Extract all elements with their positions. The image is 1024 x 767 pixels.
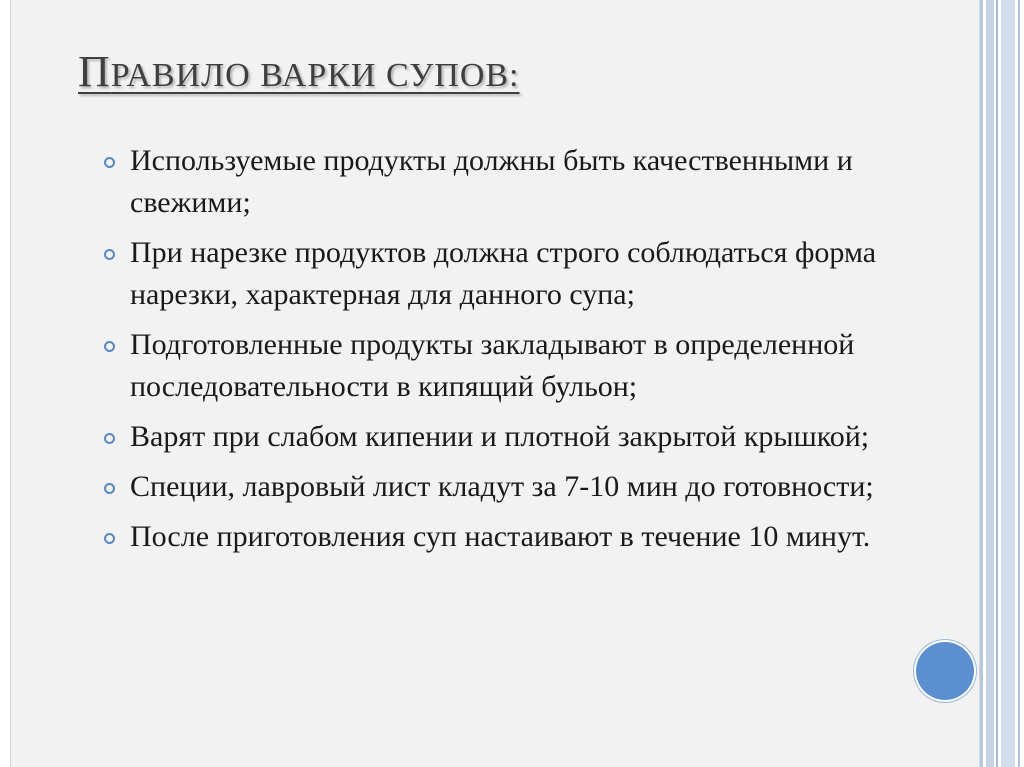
- bullet-text: После приготовления суп настаивают в течение 10 минут.: [130, 520, 871, 553]
- ring-bullet-icon: [104, 341, 115, 352]
- ring-bullet-icon: [104, 433, 115, 444]
- bullet-text: Специи, лавровый лист кладут за 7-10 мин до готовности;: [130, 470, 874, 503]
- bullet-item: [104, 324, 914, 408]
- slide-title: [78, 46, 520, 97]
- bullet-text: Подготовленные продукты закладывают в определенной последовательности в кипящий бульон;: [130, 328, 855, 403]
- decorative-stripe: [986, 0, 994, 767]
- slide-title-rest: РАВИЛО ВАРКИ СУПОВ:: [110, 57, 520, 94]
- slide-title-first-letter: П: [78, 47, 111, 96]
- decorative-stripe: [996, 0, 998, 767]
- bullet-item: [104, 232, 914, 316]
- bullet-item: [104, 416, 914, 458]
- ring-bullet-icon: [104, 249, 115, 260]
- ring-bullet-icon: [104, 483, 115, 494]
- bullet-item: [104, 140, 914, 224]
- bullet-text: Используемые продукты должны быть качественными и свежими;: [130, 144, 853, 219]
- bullet-item: [104, 516, 914, 558]
- ring-bullet-icon: [104, 157, 115, 168]
- ring-bullet-icon: [104, 533, 115, 544]
- bullet-item: [104, 466, 914, 508]
- bullet-list: [104, 140, 914, 566]
- decorative-stripe: [1018, 0, 1020, 767]
- decorative-stripe: [1001, 0, 1015, 767]
- bullet-text: Варят при слабом кипении и плотной закрытой крышкой;: [130, 420, 870, 453]
- bullet-text: При нарезке продуктов должна строго соблюдаться форма нарезки, характерная для данного супа;: [130, 236, 877, 311]
- blue-circle-icon: [914, 640, 976, 702]
- decorative-stripe: [980, 0, 983, 767]
